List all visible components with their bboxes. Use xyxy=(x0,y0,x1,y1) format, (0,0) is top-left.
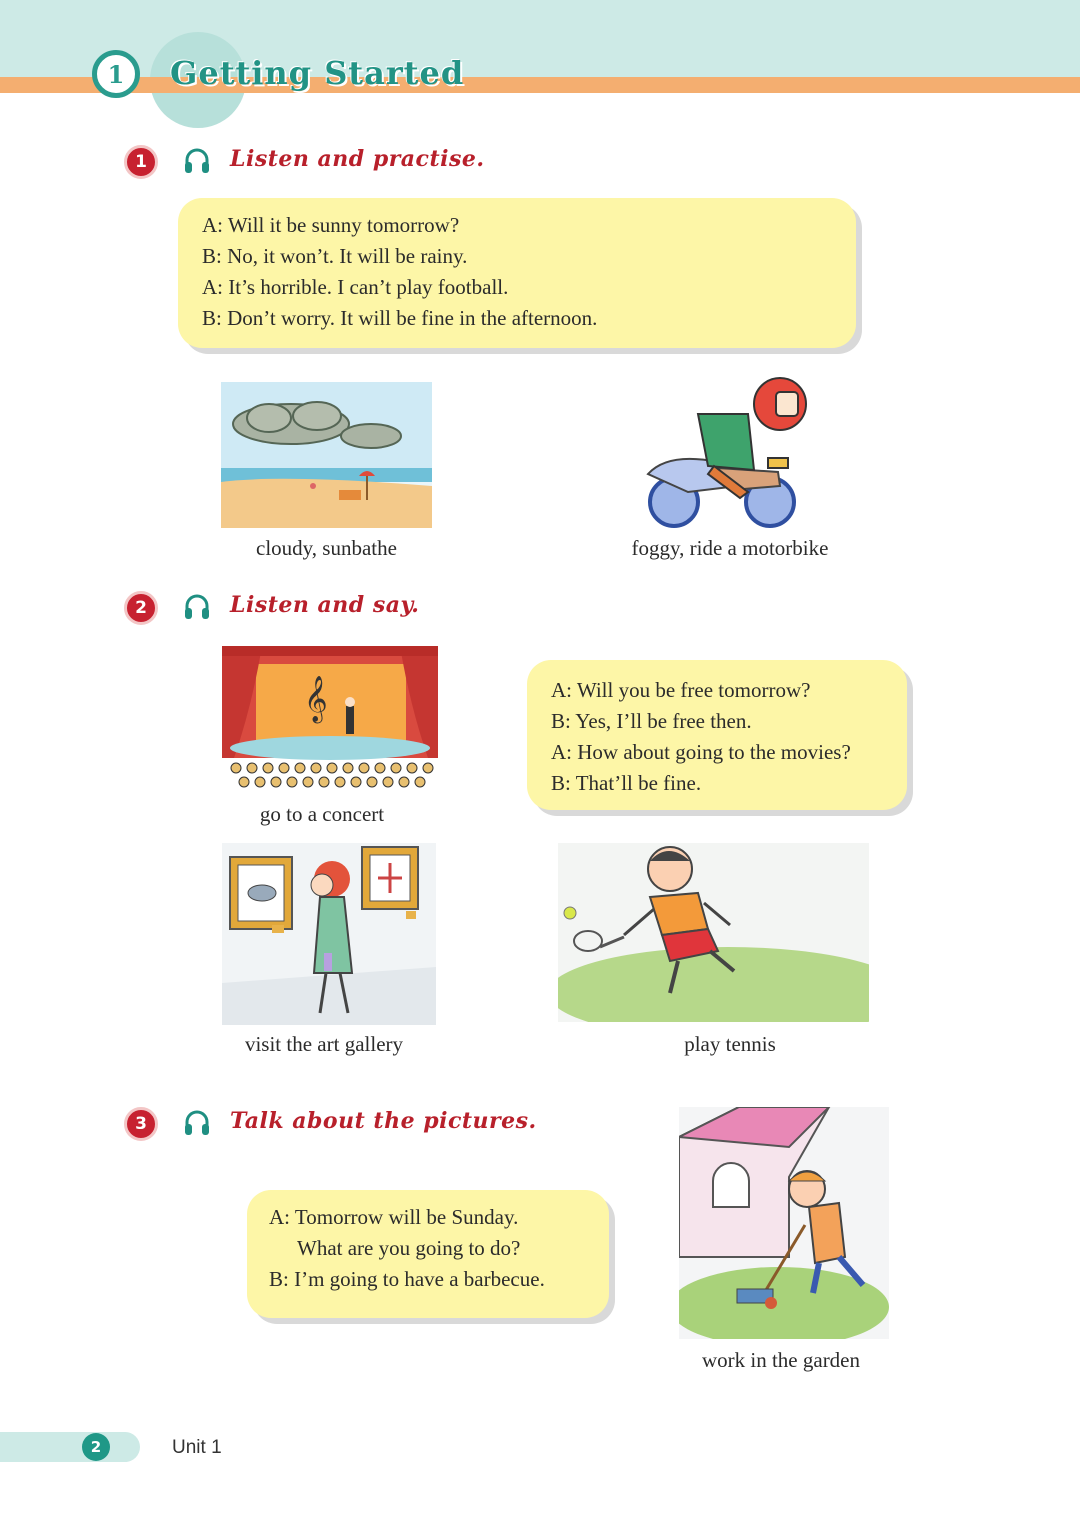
dialog-line: A: It’s horrible. I can’t play football. xyxy=(202,275,509,299)
exercise-2-dialog-box xyxy=(527,660,907,810)
exercise-1-title: Listen and practise. xyxy=(230,146,485,172)
exercise-3-title: Talk about the pictures. xyxy=(230,1108,537,1134)
page-title: Getting Started xyxy=(170,54,465,92)
footer-band xyxy=(0,1432,140,1462)
picture-caption: foggy, ride a motorbike xyxy=(631,536,829,560)
picture-tennis xyxy=(558,843,869,1022)
picture-caption: play tennis xyxy=(684,1032,776,1056)
dialog-line: A: Tomorrow will be Sunday. xyxy=(269,1205,519,1229)
dialog-line: B: Don’t worry. It will be fine in the afternoon. xyxy=(202,306,598,330)
headphones-icon[interactable] xyxy=(182,592,212,622)
exercise-2-number-badge: 2 xyxy=(124,591,158,625)
dialog-line: A: How about going to the movies? xyxy=(551,740,851,764)
page-number: 2 xyxy=(82,1433,110,1461)
exercise-3-dialog-box xyxy=(247,1190,609,1318)
section-number-badge: 1 xyxy=(92,50,140,98)
headphones-icon[interactable] xyxy=(182,1108,212,1138)
exercise-1-number-badge: 1 xyxy=(124,145,158,179)
picture-concert xyxy=(222,646,438,794)
dialog-line: A: Will it be sunny tomorrow? xyxy=(202,213,460,237)
svg-text:𝄞: 𝄞 xyxy=(304,676,328,722)
unit-label: Unit 1 xyxy=(172,1437,222,1458)
exercise-3-audio-button[interactable] xyxy=(182,1108,212,1142)
exercise-2-audio-button[interactable] xyxy=(182,592,212,626)
dialog-line: What are you going to do? xyxy=(297,1236,521,1260)
header-orange-stripe xyxy=(0,77,1080,93)
picture-art-gallery xyxy=(222,843,436,1025)
picture-garden xyxy=(679,1107,889,1339)
dialog-line: B: I’m going to have a barbecue. xyxy=(269,1267,545,1291)
exercise-3-number-badge: 3 xyxy=(124,1107,158,1141)
exercise-2-title: Listen and say. xyxy=(230,592,420,618)
picture-caption: go to a concert xyxy=(259,802,385,826)
exercise-1-dialog-box xyxy=(178,198,856,348)
picture-caption: visit the art gallery xyxy=(244,1032,404,1056)
dialog-line: B: No, it won’t. It will be rainy. xyxy=(202,244,468,268)
picture-caption: cloudy, sunbathe xyxy=(256,536,397,560)
picture-caption: work in the garden xyxy=(701,1348,861,1372)
dialog-line: B: That’ll be fine. xyxy=(551,771,702,795)
dialog-line: B: Yes, I’ll be free then. xyxy=(551,709,752,733)
dialog-line: A: Will you be free tomorrow? xyxy=(551,678,811,702)
exercise-1-audio-button[interactable] xyxy=(182,146,212,180)
headphones-icon[interactable] xyxy=(182,146,212,176)
picture-beach-cloudy xyxy=(221,382,432,528)
picture-motorbike xyxy=(628,374,818,534)
